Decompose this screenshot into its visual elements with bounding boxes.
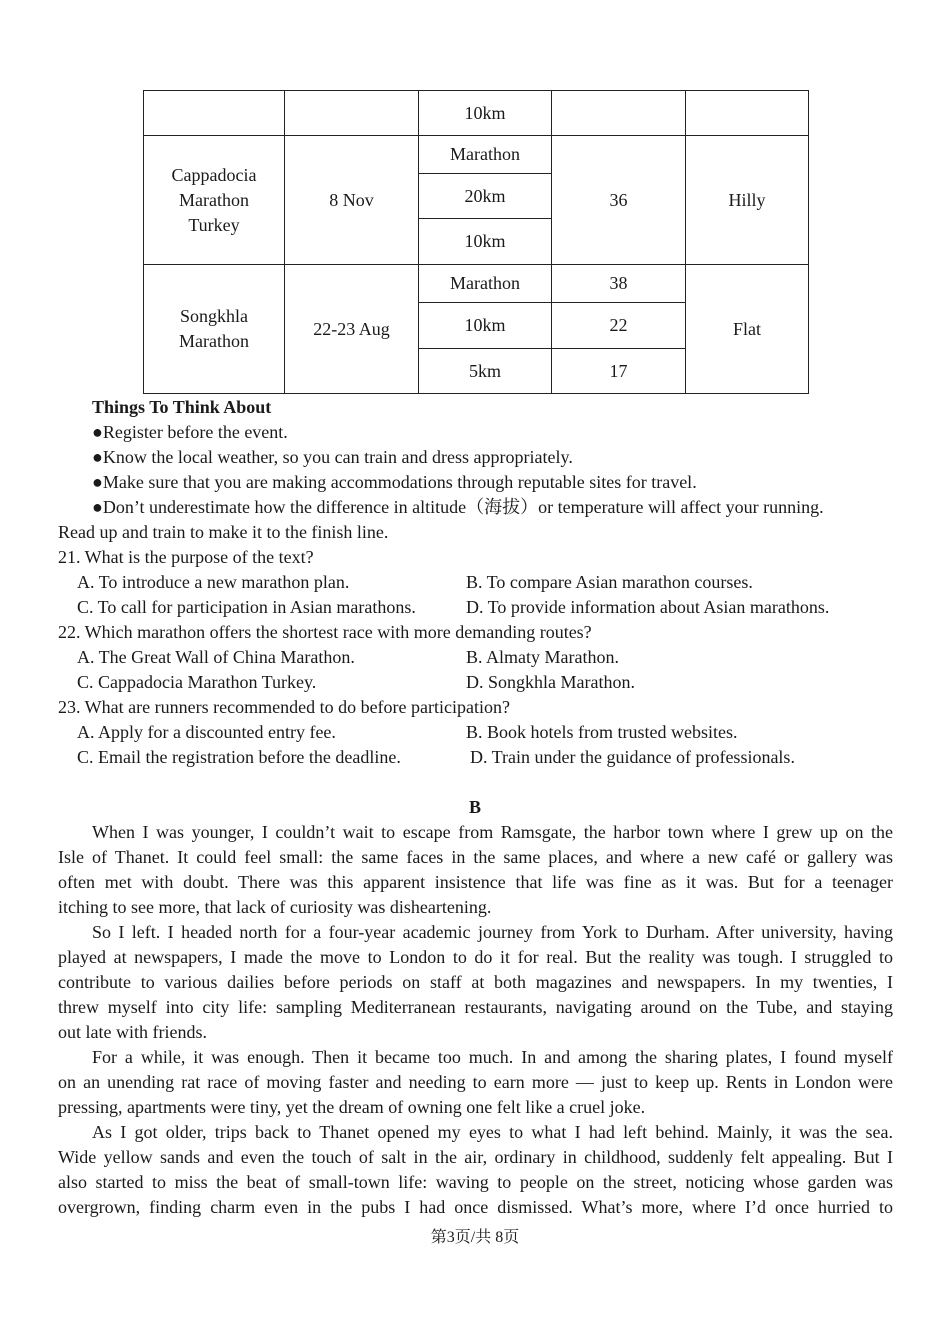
question-option: B. Almaty Marathon.	[466, 647, 619, 667]
table-cell-name	[144, 91, 285, 136]
table-cell-participants: 22	[552, 303, 686, 349]
page-footer: 第3页/共 8页	[430, 1229, 520, 1246]
question-stem: 23. What are runners recommended to do before participation?	[58, 697, 510, 717]
passage-line: overgrown, finding charm even in the pubs I had once dismissed. What’s more, where I’d once hurried to	[58, 1197, 893, 1217]
table-cell-distance: 5km	[419, 349, 552, 394]
passage-line: When I was younger, I couldn’t wait to escape from Ramsgate, the harbor town where I grew up on the	[92, 822, 893, 842]
passage-line: For a while, it was enough. Then it became too much. In and among the sharing plates, I found myself	[92, 1047, 893, 1067]
passage-line: contribute to various dailies before periods on staff at both magazines and newspapers. In my twenties, I	[58, 972, 893, 992]
table-cell-distance: 10km	[419, 91, 552, 136]
passage-line: So I left. I headed north for a four-year academic journey from York to Durham. After university, having	[92, 922, 893, 942]
section-label: B	[468, 797, 481, 817]
question-option: B. To compare Asian marathon courses.	[466, 572, 753, 592]
passage-line: pressing, apartments were tiny, yet the dream of owning one felt like a cruel joke.	[58, 1097, 646, 1117]
table-cell-date: 8 Nov	[285, 136, 419, 265]
question-option: D. Train under the guidance of professionals.	[470, 747, 795, 767]
passage-line: on an unending rat race of moving faster and needing to earn more — just to keep up. Rents in London were	[58, 1072, 893, 1092]
table-cell-participants: 38	[552, 265, 686, 303]
tip-item: ●Make sure that you are making accommodations through reputable sites for travel.	[92, 472, 697, 492]
question-option: A. The Great Wall of China Marathon.	[77, 647, 355, 667]
table-cell-participants: 17	[552, 349, 686, 394]
passage-line: Wide yellow sands and even the touch of salt in the air, ordinary in childhood, suddenly felt appealing. But I	[58, 1147, 893, 1167]
table-cell-distance: Marathon	[419, 136, 552, 174]
table-cell-distance: 10km	[419, 303, 552, 349]
question-stem: 22. Which marathon offers the shortest race with more demanding routes?	[58, 622, 592, 642]
passage-line: threw myself into city life: sampling Mediterranean restaurants, navigating around on the Tube, and staying	[58, 997, 893, 1017]
passage-line: itching to see more, that lack of curiosity was disheartening.	[58, 897, 492, 917]
marathon-table	[143, 90, 809, 394]
question-stem: 21. What is the purpose of the text?	[58, 547, 314, 567]
passage-line: played at newspapers, I made the move to London to do it for real. But the reality was tough. I struggled to	[58, 947, 893, 967]
question-option: D. Songkhla Marathon.	[466, 672, 635, 692]
table-cell-date	[285, 91, 419, 136]
question-option: C. To call for participation in Asian marathons.	[77, 597, 416, 617]
passage-line: often met with doubt. There was this apparent insistence that life was fine as it was. But for a teenager	[58, 872, 893, 892]
passage-line: also started to miss the beat of small-town life: waving to people on the street, noticing whose garden was	[58, 1172, 893, 1192]
table-cell-participants	[552, 91, 686, 136]
table-cell-terrain	[686, 91, 809, 136]
table-cell-name: Songkhla Marathon	[144, 265, 285, 394]
table-cell-distance: 10km	[419, 219, 552, 265]
table-cell-terrain: Hilly	[686, 136, 809, 265]
table-row	[144, 91, 809, 136]
passage-line: out late with friends.	[58, 1022, 207, 1042]
table-cell-distance: Marathon	[419, 265, 552, 303]
question-option: A. Apply for a discounted entry fee.	[77, 722, 336, 742]
tip-item: ●Know the local weather, so you can train and dress appropriately.	[92, 447, 573, 467]
passage-line: As I got older, trips back to Thanet opened my eyes to what I had left behind. Mainly, it was the sea.	[92, 1122, 893, 1142]
question-option: D. To provide information about Asian marathons.	[466, 597, 830, 617]
question-option: B. Book hotels from trusted websites.	[466, 722, 738, 742]
table-row	[144, 265, 809, 303]
table-cell-participants: 36	[552, 136, 686, 265]
table-cell-date: 22-23 Aug	[285, 265, 419, 394]
tip-item: ●Register before the event.	[92, 422, 288, 442]
table-cell-name: Cappadocia Marathon Turkey	[144, 136, 285, 265]
tips-heading: Things To Think About	[92, 397, 272, 417]
passage-line: Isle of Thanet. It could feel small: the same faces in the same places, and where a new café or gallery was	[58, 847, 893, 867]
tip-continuation: Read up and train to make it to the finish line.	[58, 522, 389, 542]
table-row	[144, 136, 809, 174]
table-cell-distance: 20km	[419, 174, 552, 219]
question-option: C. Email the registration before the deadline.	[77, 747, 401, 767]
tip-item: ●Don’t underestimate how the difference in altitude（海拔）or temperature will affect your running.	[92, 497, 824, 517]
question-option: C. Cappadocia Marathon Turkey.	[77, 672, 317, 692]
table-cell-terrain: Flat	[686, 265, 809, 394]
question-option: A. To introduce a new marathon plan.	[77, 572, 350, 592]
